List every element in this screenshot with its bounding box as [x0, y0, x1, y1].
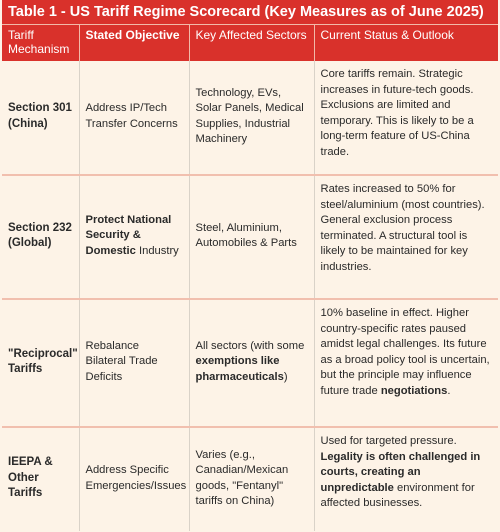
- header-objective: Stated Objective: [79, 25, 189, 61]
- row-status: Core tariffs remain. Strategic increases in future-tech goods. Exclusions are limited and temporary. This is likely to be a long-term feature of US-China trade.: [320, 68, 474, 158]
- row-sectors: Varies (e.g., Canadian/Mexican goods, "Fentanyl" tariffs on China): [189, 427, 314, 531]
- row-mechanism: Section 301 (China): [2, 61, 79, 175]
- sectors-bold: exemptions like pharmaceuticals: [195, 355, 284, 383]
- row-mechanism: IEEPA & Other Tariffs: [2, 427, 79, 531]
- row-status: Rates increased to 50% for steel/aluminium (most countries). General exclusion process terminated. A structural tool is likely to be maintained for key industries.: [320, 183, 485, 273]
- status-end: .: [447, 384, 451, 397]
- row-mechanism: Section 232 (Global): [2, 175, 79, 299]
- objective-bold: Protect National Security & Domestic: [85, 213, 172, 257]
- row-sectors: [189, 299, 314, 427]
- table-row: [2, 61, 498, 175]
- status-end: environment for affected businesses.: [320, 481, 475, 509]
- row-status: [314, 427, 498, 531]
- table-row: [2, 427, 498, 531]
- sectors-end: ): [283, 370, 288, 383]
- sectors-plain: All sectors (with some: [195, 339, 305, 352]
- status-plain: Used for targeted pressure.: [320, 435, 457, 447]
- status-plain: 10% baseline in effect. Higher country-specific rates paused amidst legal challenges. Its future as a broad policy tool is uncertain, but the principle may influence future trade: [320, 307, 490, 397]
- row-objective: [79, 175, 189, 299]
- table-row: [2, 175, 498, 299]
- row-objective: Address Specific Emergencies/Issues: [79, 427, 189, 531]
- header-sectors: Key Affected Sectors: [189, 25, 314, 61]
- tariff-table: [2, 25, 498, 531]
- header-mechanism: Tariff Mechanism: [2, 25, 79, 61]
- row-status: [314, 299, 498, 427]
- row-mechanism: "Reciprocal" Tariffs: [2, 299, 79, 427]
- header-row: [2, 25, 498, 61]
- row-objective: Rebalance Bilateral Trade Deficits: [79, 299, 189, 427]
- table-row: [2, 299, 498, 427]
- header-status: Current Status & Outlook: [314, 25, 498, 61]
- row-sectors: Technology, EVs, Solar Panels, Medical Supplies, Industrial Machinery: [189, 61, 314, 175]
- objective-rest: Industry: [135, 244, 179, 257]
- table-title: Table 1 - US Tariff Regime Scorecard (Key Measures as of June 2025): [2, 0, 498, 25]
- status-bold: negotiations: [380, 384, 448, 397]
- row-objective: Address IP/Tech Transfer Concerns: [79, 61, 189, 175]
- status-bold: Legality is often challenged in courts, creating an unpredictable: [320, 450, 481, 494]
- row-sectors: Steel, Aluminium, Automobiles & Parts: [189, 175, 314, 299]
